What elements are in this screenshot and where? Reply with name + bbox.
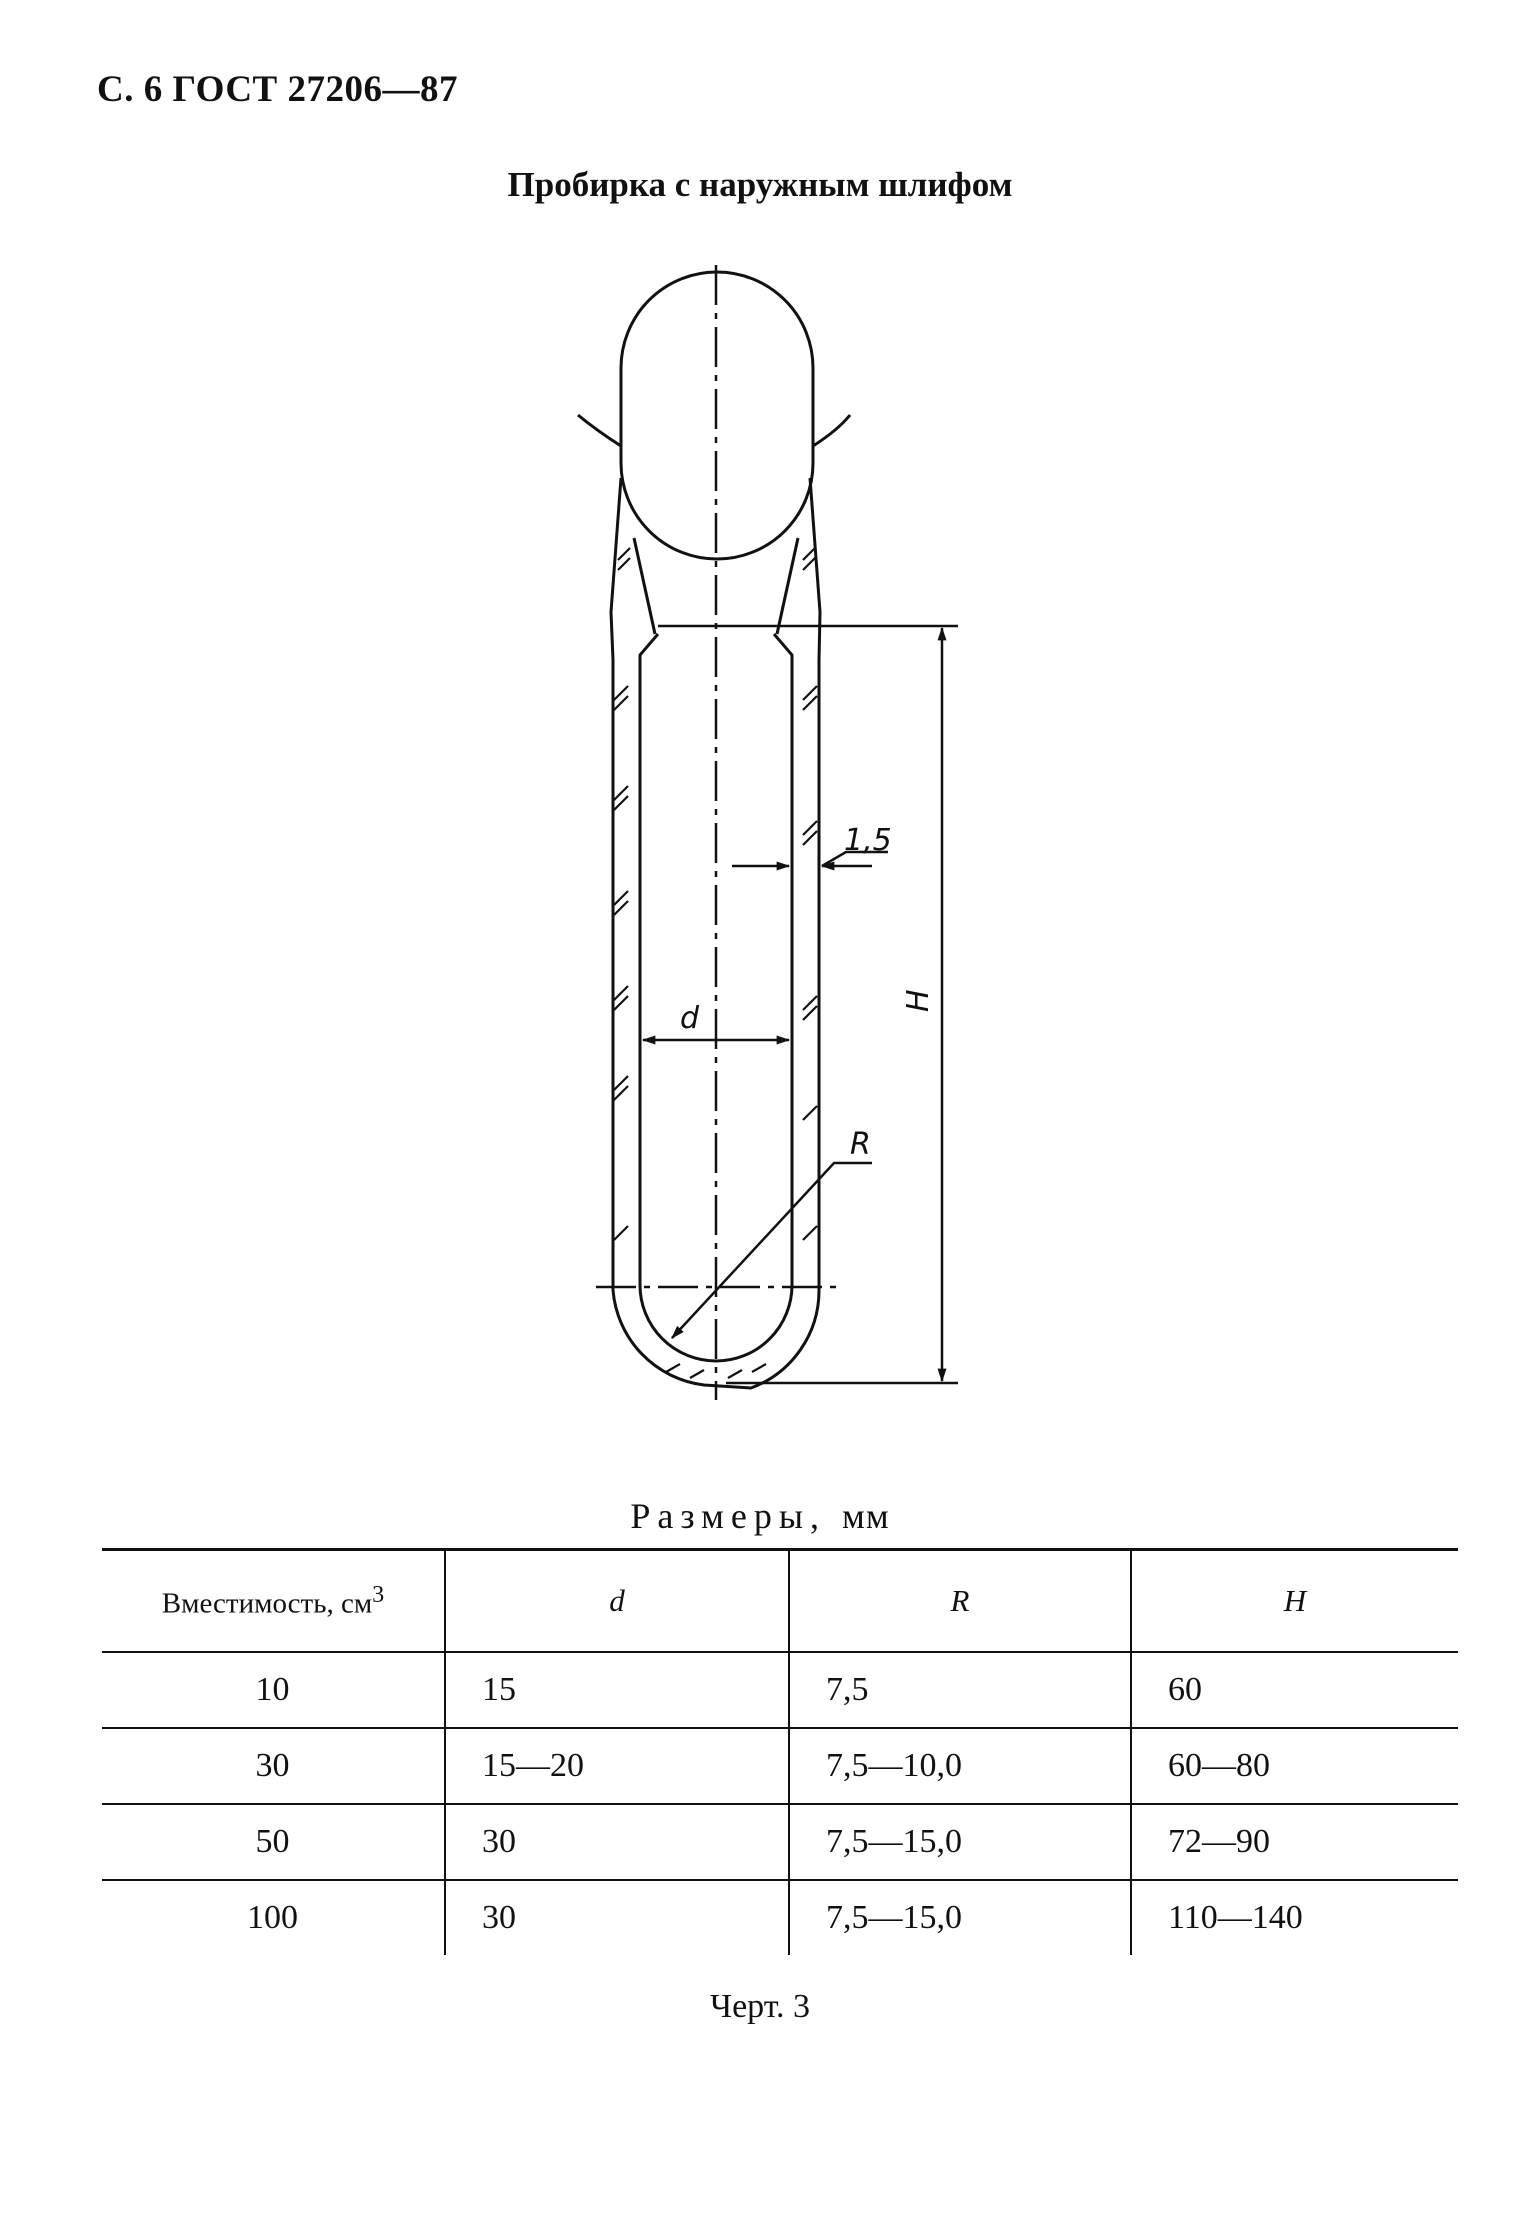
table-header-row [102,1550,1458,1653]
cell-capacity: 100 [247,1899,298,1936]
cell-d: 15 [445,1652,789,1728]
table-row [102,1880,1458,1955]
table-caption-unit: мм [842,1496,890,1536]
cell-capacity: 30 [102,1728,445,1804]
wall-thickness-label: 1,5 [844,823,892,858]
cell-d: 30 [445,1880,789,1955]
header-capacity [102,1550,445,1653]
figure-title: Пробирка с наружным шлифом [507,165,1013,204]
radius-leader-line [672,1163,872,1338]
cell-r: 7,5—10,0 [789,1728,1131,1804]
cell-r: 7,5 [789,1652,1131,1728]
radius-label: R [850,1127,871,1162]
header-r: R [789,1550,1131,1653]
cell-r: 7,5—15,0 [789,1880,1131,1955]
cell-capacity: 50 [102,1804,445,1880]
table-caption-word: Размеры, [630,1496,827,1536]
cell-h: 60 [1131,1652,1458,1728]
page-header: С. 6 ГОСТ 27206—87 [97,69,458,110]
header-h: H [1131,1550,1458,1653]
header-d: d [445,1550,789,1653]
stopper-handle-left [578,415,621,446]
header-capacity-sup: 3 [372,1581,385,1609]
cell-d: 15—20 [445,1728,789,1804]
cell-d: 30 [445,1804,789,1880]
stopper-handle-right [813,415,850,446]
cell-h: 110—140 [1131,1880,1458,1955]
drawing-caption: Черт. 3 [709,1988,811,2025]
height-label: H [901,989,936,1012]
table-caption [0,1495,1520,1537]
cell-capacity: 10 [102,1652,445,1728]
diameter-label: d [680,1001,700,1036]
table-row [102,1728,1458,1804]
cell-r: 7,5—15,0 [789,1804,1131,1880]
cell-h: 60—80 [1131,1728,1458,1804]
dimensions-table [102,1548,1458,1955]
header-capacity-text: Вместимость, см [161,1587,373,1620]
table-row [102,1804,1458,1880]
table-row [102,1652,1458,1728]
cell-h: 72—90 [1131,1804,1458,1880]
